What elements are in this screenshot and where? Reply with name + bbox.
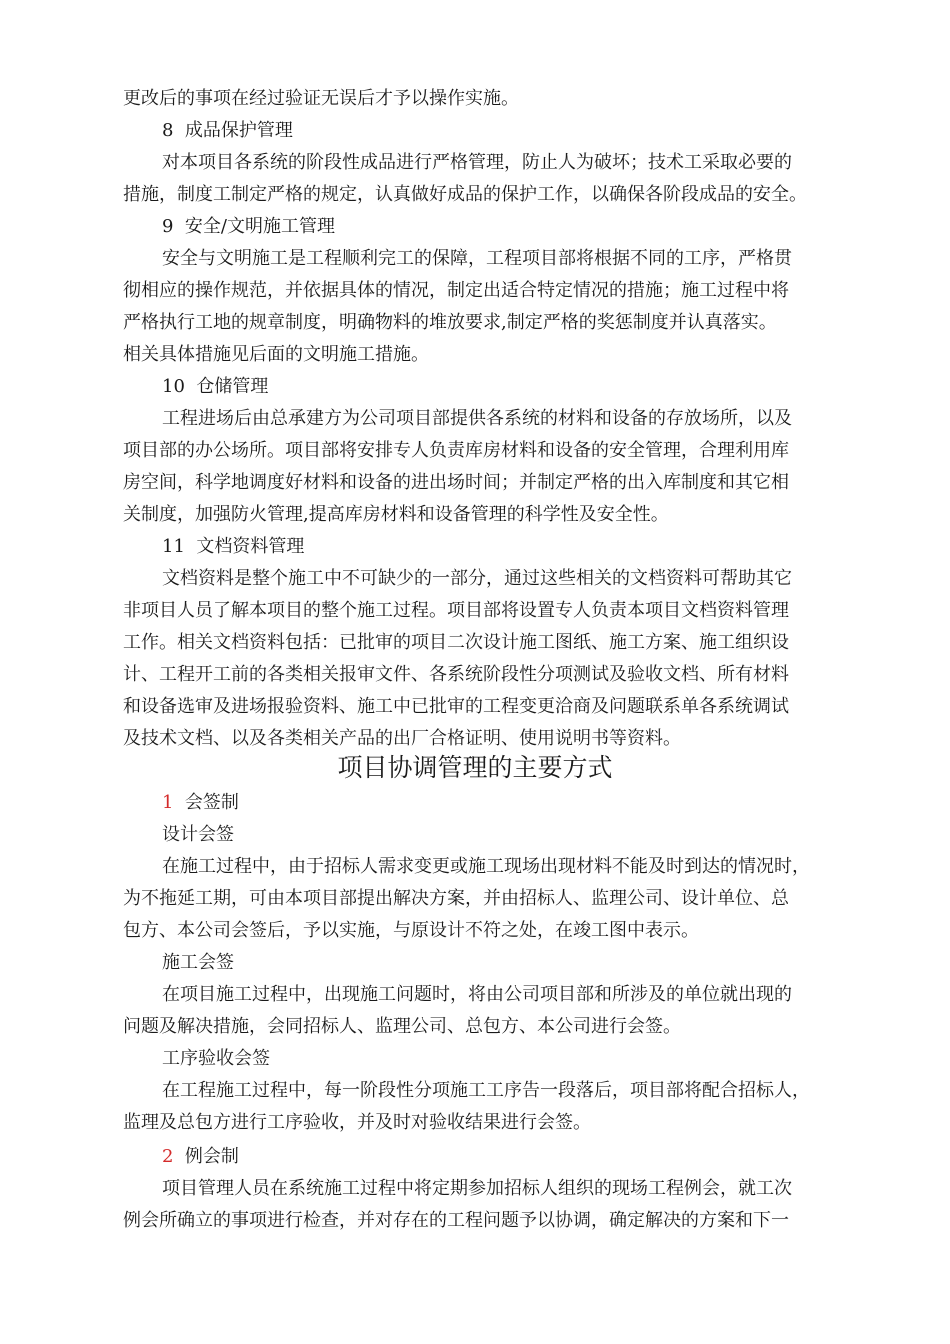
- section-9-para-line: 安全与文明施工是工程顺利完工的保障，工程项目部将根据不同的工序，严格贯: [162, 248, 792, 269]
- section-11-heading: 11 文档资料管理: [162, 536, 305, 557]
- section-title: 项目协调管理的主要方式: [337, 753, 613, 782]
- coord-2-para-line: 例会所确立的事项进行检查，并对存在的工程问题予以协调，确定解决的方案和下一: [123, 1210, 789, 1231]
- coord-2-number: 2: [162, 1146, 174, 1167]
- coord-1-number: 1: [162, 792, 174, 813]
- section-8-heading: 8 成品保护管理: [162, 120, 293, 141]
- construction-para-line: 在项目施工过程中，出现施工问题时，将由公司项目部和所涉及的单位就出现的: [162, 984, 792, 1005]
- design-para-line: 在施工过程中，由于招标人需求变更或施工现场出现材料不能及时到达的情况时，: [162, 856, 810, 877]
- section-9-para-line: 相关具体措施见后面的文明施工措施。: [123, 344, 429, 365]
- coord-1-heading-row: [162, 792, 239, 814]
- section-9-para-line: 彻相应的操作规范，并依据具体的情况，制定出适合特定情况的措施；施工过程中将: [123, 280, 789, 301]
- carry-over-line: 更改后的事项在经过验证无误后才予以操作实施。: [123, 88, 519, 109]
- construction-signoff-label: 施工会签: [162, 952, 234, 973]
- section-10-heading: 10 仓储管理: [162, 376, 269, 397]
- section-11-para-line: 工作。相关文档资料包括：已批审的项目二次设计施工图纸、施工方案、施工组织设: [123, 632, 789, 653]
- construction-para-line: 问题及解决措施，会同招标人、监理公司、总包方、本公司进行会签。: [123, 1016, 681, 1037]
- coord-1-heading: 会签制: [184, 792, 239, 813]
- section-11-para-line: 非项目人员了解本项目的整个施工过程。项目部将设置专人负责本项目文档资料管理: [123, 600, 789, 621]
- section-10-para-line: 关制度，加强防火管理,提高库房材料和设备管理的科学性及安全性。: [123, 504, 669, 525]
- section-10-para-line: 项目部的办公场所。项目部将安排专人负责库房材料和设备的安全管理，合理利用库: [123, 440, 789, 461]
- process-para-line: 监理及总包方进行工序验收，并及时对验收结果进行会签。: [123, 1112, 591, 1133]
- section-11-para-line: 文档资料是整个施工中不可缺少的一部分，通过这些相关的文档资料可帮助其它: [162, 568, 792, 589]
- design-para-line: 包方、本公司会签后，予以实施，与原设计不符之处，在竣工图中表示。: [123, 920, 699, 941]
- section-11-para-line: 和设备选审及进场报验资料、施工中已批审的工程变更洽商及问题联系单各系统调试: [123, 696, 789, 717]
- section-9-para-line: 严格执行工地的规章制度，明确物料的堆放要求,制定严格的奖惩制度并认真落实。: [123, 312, 777, 333]
- coord-2-heading: 例会制: [184, 1146, 239, 1167]
- design-signoff-label: 设计会签: [162, 824, 234, 845]
- process-signoff-label: 工序验收会签: [162, 1048, 270, 1069]
- section-10-para-line: 房空间，科学地调度好材料和设备的进出场时间；并制定严格的出入库制度和其它相: [123, 472, 789, 493]
- design-para-line: 为不拖延工期，可由本项目部提出解决方案，并由招标人、监理公司、设计单位、总: [123, 888, 789, 909]
- section-8-para-line: 措施，制度工制定严格的规定，认真做好成品的保护工作，以确保各阶段成品的安全。: [123, 184, 807, 205]
- section-11-para-line: 及技术文档、以及各类相关产品的出厂合格证明、使用说明书等资料。: [123, 728, 681, 749]
- section-10-para-line: 工程进场后由总承建方为公司项目部提供各系统的材料和设备的存放场所，以及: [162, 408, 792, 429]
- coord-2-para-line: 项目管理人员在系统施工过程中将定期参加招标人组织的现场工程例会，就工次: [162, 1178, 792, 1199]
- process-para-line: 在工程施工过程中，每一阶段性分项施工工序告一段落后，项目部将配合招标人，: [162, 1080, 810, 1101]
- coord-2-heading-row: [162, 1146, 239, 1168]
- section-8-para-line: 对本项目各系统的阶段性成品进行严格管理，防止人为破坏；技术工采取必要的: [162, 152, 792, 173]
- section-11-para-line: 计、工程开工前的各类相关报审文件、各系统阶段性分项测试及验收文档、所有材料: [123, 664, 789, 685]
- section-9-heading: 9 安全/文明施工管理: [162, 216, 335, 237]
